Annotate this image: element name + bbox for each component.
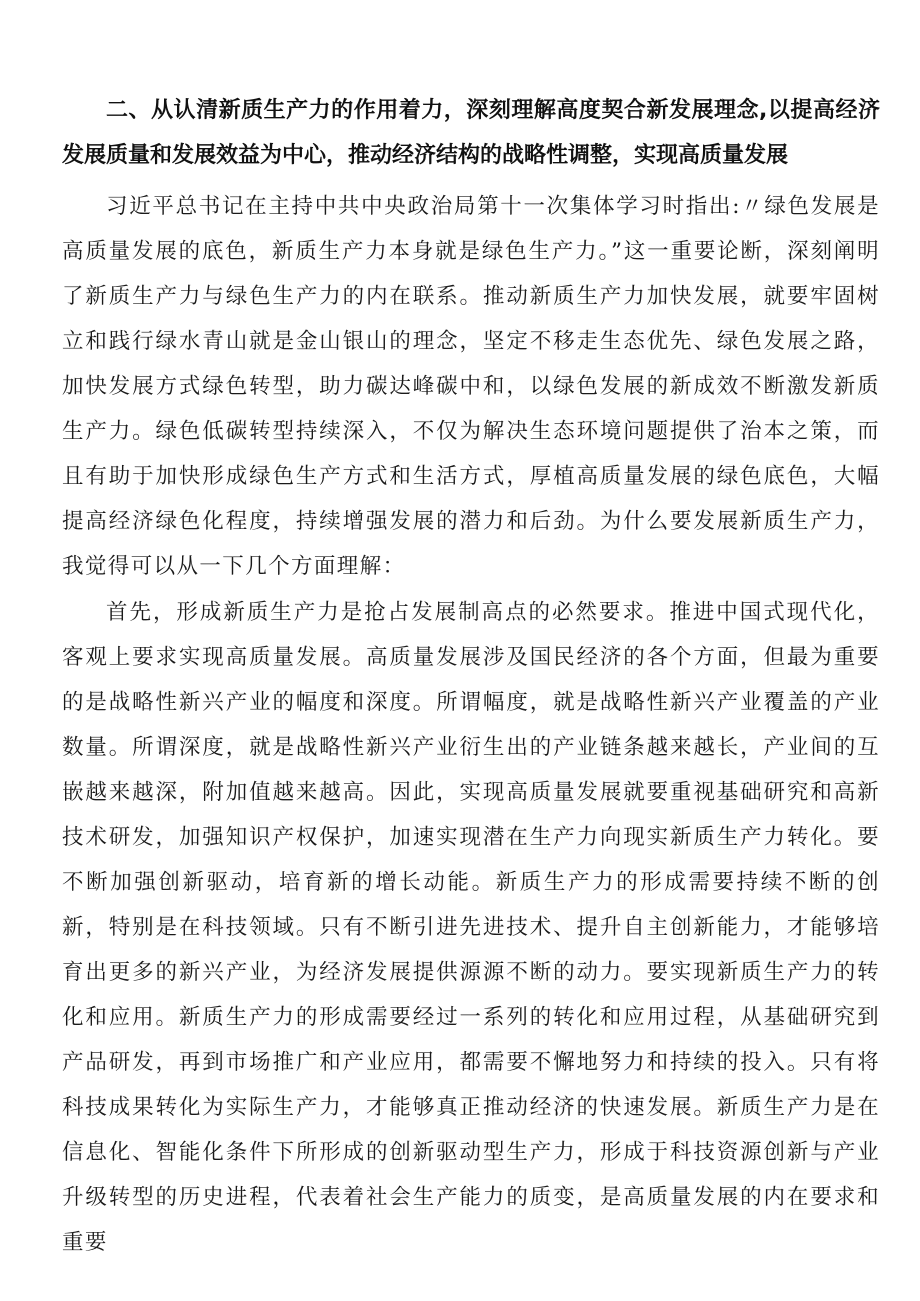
body-paragraph-first-reason: 首先，形成新质生产力是抢占发展制高点的必然要求。推进中国式现代化，客观上要求实现高质量发展。高质量发展涉及国民经济的各个方面，但最为重要的是战略性新兴产业的幅度和深度。所谓幅度，就是战略性新兴产业覆盖的产业数量。所谓深度，就是战略性新兴产业衍生出的产业链条越来越长，产业间的互嵌越来越深，附加值越来越高。因此，实现高质量发展就要重视基础研究和高新技术研发，加强知识产权保护，加速实现潜在生产力向现实新质生产力转化。要不断加强创新驱动，培育新的增长动能。新质生产力的形成需要持续不断的创新，特别是在科技领域。只有不断引进先进技术、提升自主创新能力，才能够培育出更多的新兴产业，为经济发展提供源源不断的动力。要实现新质生产力的转化和应用。新质生产力的形成需要经过一系列的转化和应用过程，从基础研究到产品研发，再到市场推广和产业应用，都需要不懈地努力和持续的投入。只有将科技成果转化为实际生产力，才能够真正推动经济的快速发展。新质生产力是在信息化、智能化条件下所形成的创新驱动型生产力，形成于科技资源创新与产业升级转型的历史进程，代表着社会生产能力的质变，是高质量发展的内在要求和重要 xyxy=(62,600,880,1255)
document-body xyxy=(62,88,880,1265)
section-heading: 二、从认清新质生产力的作用着力，深刻理解高度契合新发展理念,以提高经济发展质量和发展效益为中心，推动经济结构的战略性调整，实现高质量发展 xyxy=(62,98,880,168)
body-paragraph-green-development: 习近平总书记在主持中共中央政治局第十一次集体学习时指出:〃绿色发展是高质量发展的底色，新质生产力本身就是绿色生产力。”这一重要论断，深刻阐明了新质生产力与绿色生产力的内在联系。推动新质生产力加快发展，就要牢固树立和践行绿水青山就是金山银山的理念，坚定不移走生态优先、绿色发展之路，加快发展方式绿色转型，助力碳达峰碳中和，以绿色发展的新成效不断激发新质生产力。绿色低碳转型持续深入，不仅为解决生态环境问题提供了治本之策，而且有助于加快形成绿色生产方式和生活方式，厚植高质量发展的绿色底色，大幅提高经济绿色化程度，持续增强发展的潜力和后劲。为什么要发展新质生产力，我觉得可以从一下几个方面理解： xyxy=(62,194,880,579)
